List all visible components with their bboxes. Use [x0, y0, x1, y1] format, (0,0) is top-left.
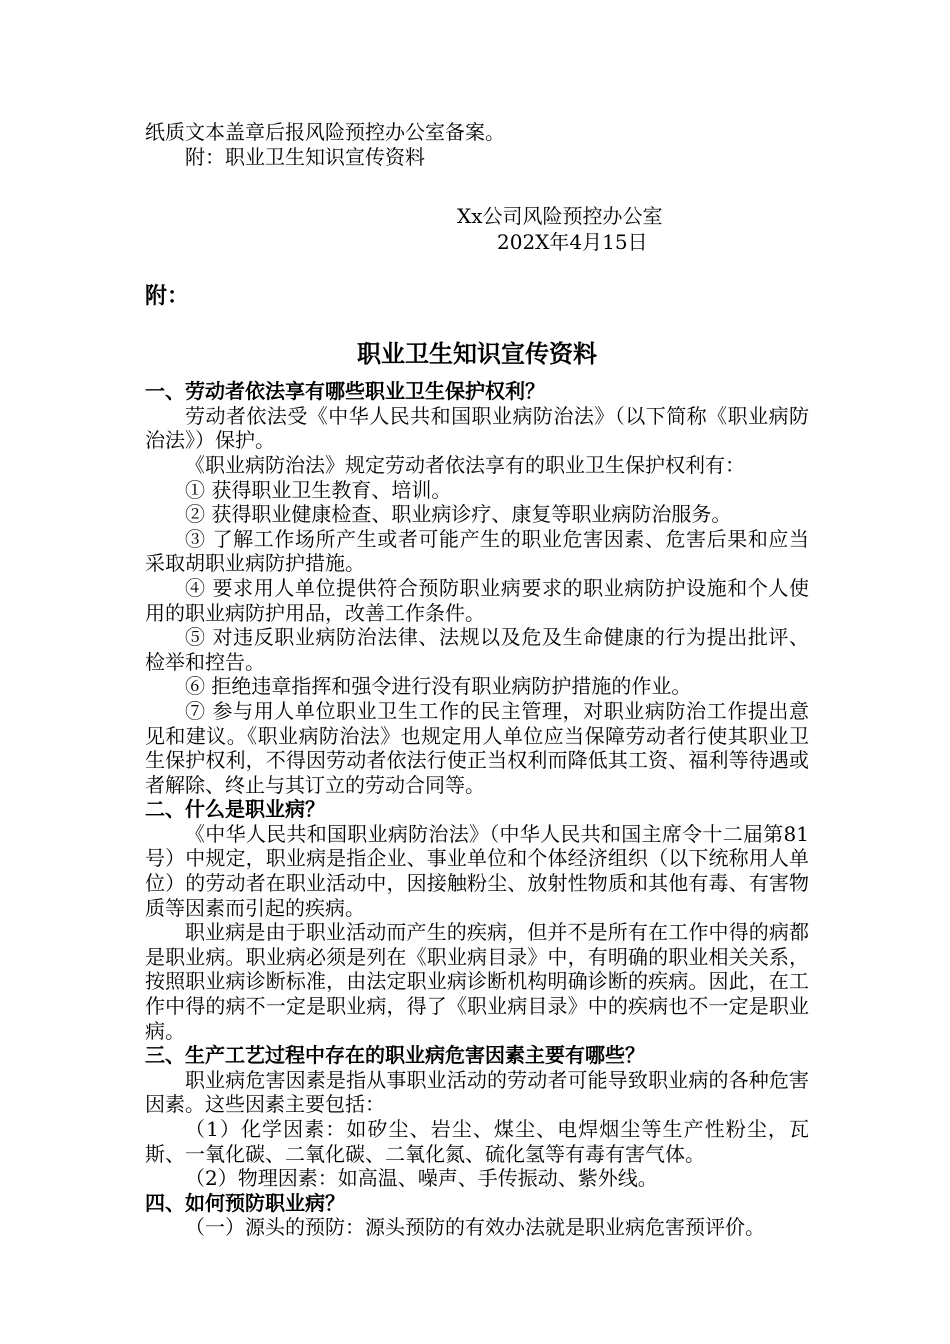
intro-line: 纸质文本盖章后报风险预控办公室备案。	[145, 120, 505, 144]
paragraph: 职业病是由于职业活动而产生的疾病，但并不是所有在工作中得的病都是职业病。职业病必须是列在《职业病目录》中，有明确的职业相关关系，按照职业病诊断标准，由法定职业病诊断机构明确诊断的疾病。因此，在工作中得的病不一定是职业病，得了《职业病目录》中的疾病也不一定是职业病。	[145, 920, 809, 1043]
paragraph: （2）物理因素：如高温、噪声、手传振动、紫外线。	[185, 1166, 658, 1191]
list-item: ⑦ 参与用人单位职业卫生工作的民主管理，对职业病防治工作提出意见和建议。《职业病防治法》也规定用人单位应当保障劳动者行使其职业卫生保护权利，不得因劳动者依法行使正当权利而降低其工资、福利等待遇或者解除、终止与其订立的劳动合同等。	[145, 698, 809, 797]
list-item: ② 获得职业健康检查、职业病诊疗、康复等职业病防治服务。	[185, 502, 732, 527]
list-item: ③ 了解工作场所产生或者可能产生的职业危害因素、危害后果和应当采取胡职业病防护措施。	[145, 526, 809, 576]
paragraph: 职业病危害因素是指从事职业活动的劳动者可能导致职业病的各种危害因素。这些因素主要包括：	[145, 1067, 809, 1117]
section-heading: 二、什么是职业病？	[145, 797, 325, 822]
document-title: 职业卫生知识宣传资料	[357, 339, 597, 369]
section-heading: 三、生产工艺过程中存在的职业病危害因素主要有哪些？	[145, 1043, 645, 1068]
document-page	[145, 120, 809, 1240]
list-item: ⑥ 拒绝违章指挥和强令进行没有职业病防护措施的作业。	[185, 674, 692, 699]
signature-date: 202X年4月15日	[497, 230, 648, 255]
list-item: ① 获得职业卫生教育、培训。	[185, 477, 452, 502]
list-item: ⑤ 对违反职业病防治法律、法规以及危及生命健康的行为提出批评、检举和控告。	[145, 625, 809, 674]
section-heading: 一、劳动者依法享有哪些职业卫生保护权利？	[145, 379, 545, 404]
attachment-note: 附：职业卫生知识宣传资料	[185, 144, 425, 169]
paragraph: 劳动者依法受《中华人民共和国职业病防治法》（以下简称《职业病防治法》）保护。	[145, 403, 809, 453]
section-heading: 四、如何预防职业病？	[145, 1190, 345, 1215]
appendix-label: 附：	[145, 283, 190, 310]
paragraph: 《职业病防治法》规定劳动者依法享有的职业卫生保护权利有：	[185, 452, 745, 477]
paragraph: （一）源头的预防：源头预防的有效办法就是职业病危害预评价。	[185, 1215, 765, 1240]
signature-org: Xx公司风险预控办公室	[457, 204, 663, 229]
paragraph: （1）化学因素：如矽尘、岩尘、煤尘、电焊烟尘等生产性粉尘，瓦斯、一氧化碳、二氧化碳、二氧化氮、硫化氢等有毒有害气体。	[145, 1117, 809, 1166]
list-item: ④ 要求用人单位提供符合预防职业病要求的职业病防护设施和个人使用的职业病防护用品，改善工作条件。	[145, 575, 809, 625]
paragraph: 《中华人民共和国职业病防治法》（中华人民共和国主席令十二届第81号）中规定，职业病是指企业、事业单位和个体经济组织（以下统称用人单位）的劳动者在职业活动中，因接触粉尘、放射性物质和其他有毒、有害物质等因素而引起的疾病。	[145, 821, 809, 920]
